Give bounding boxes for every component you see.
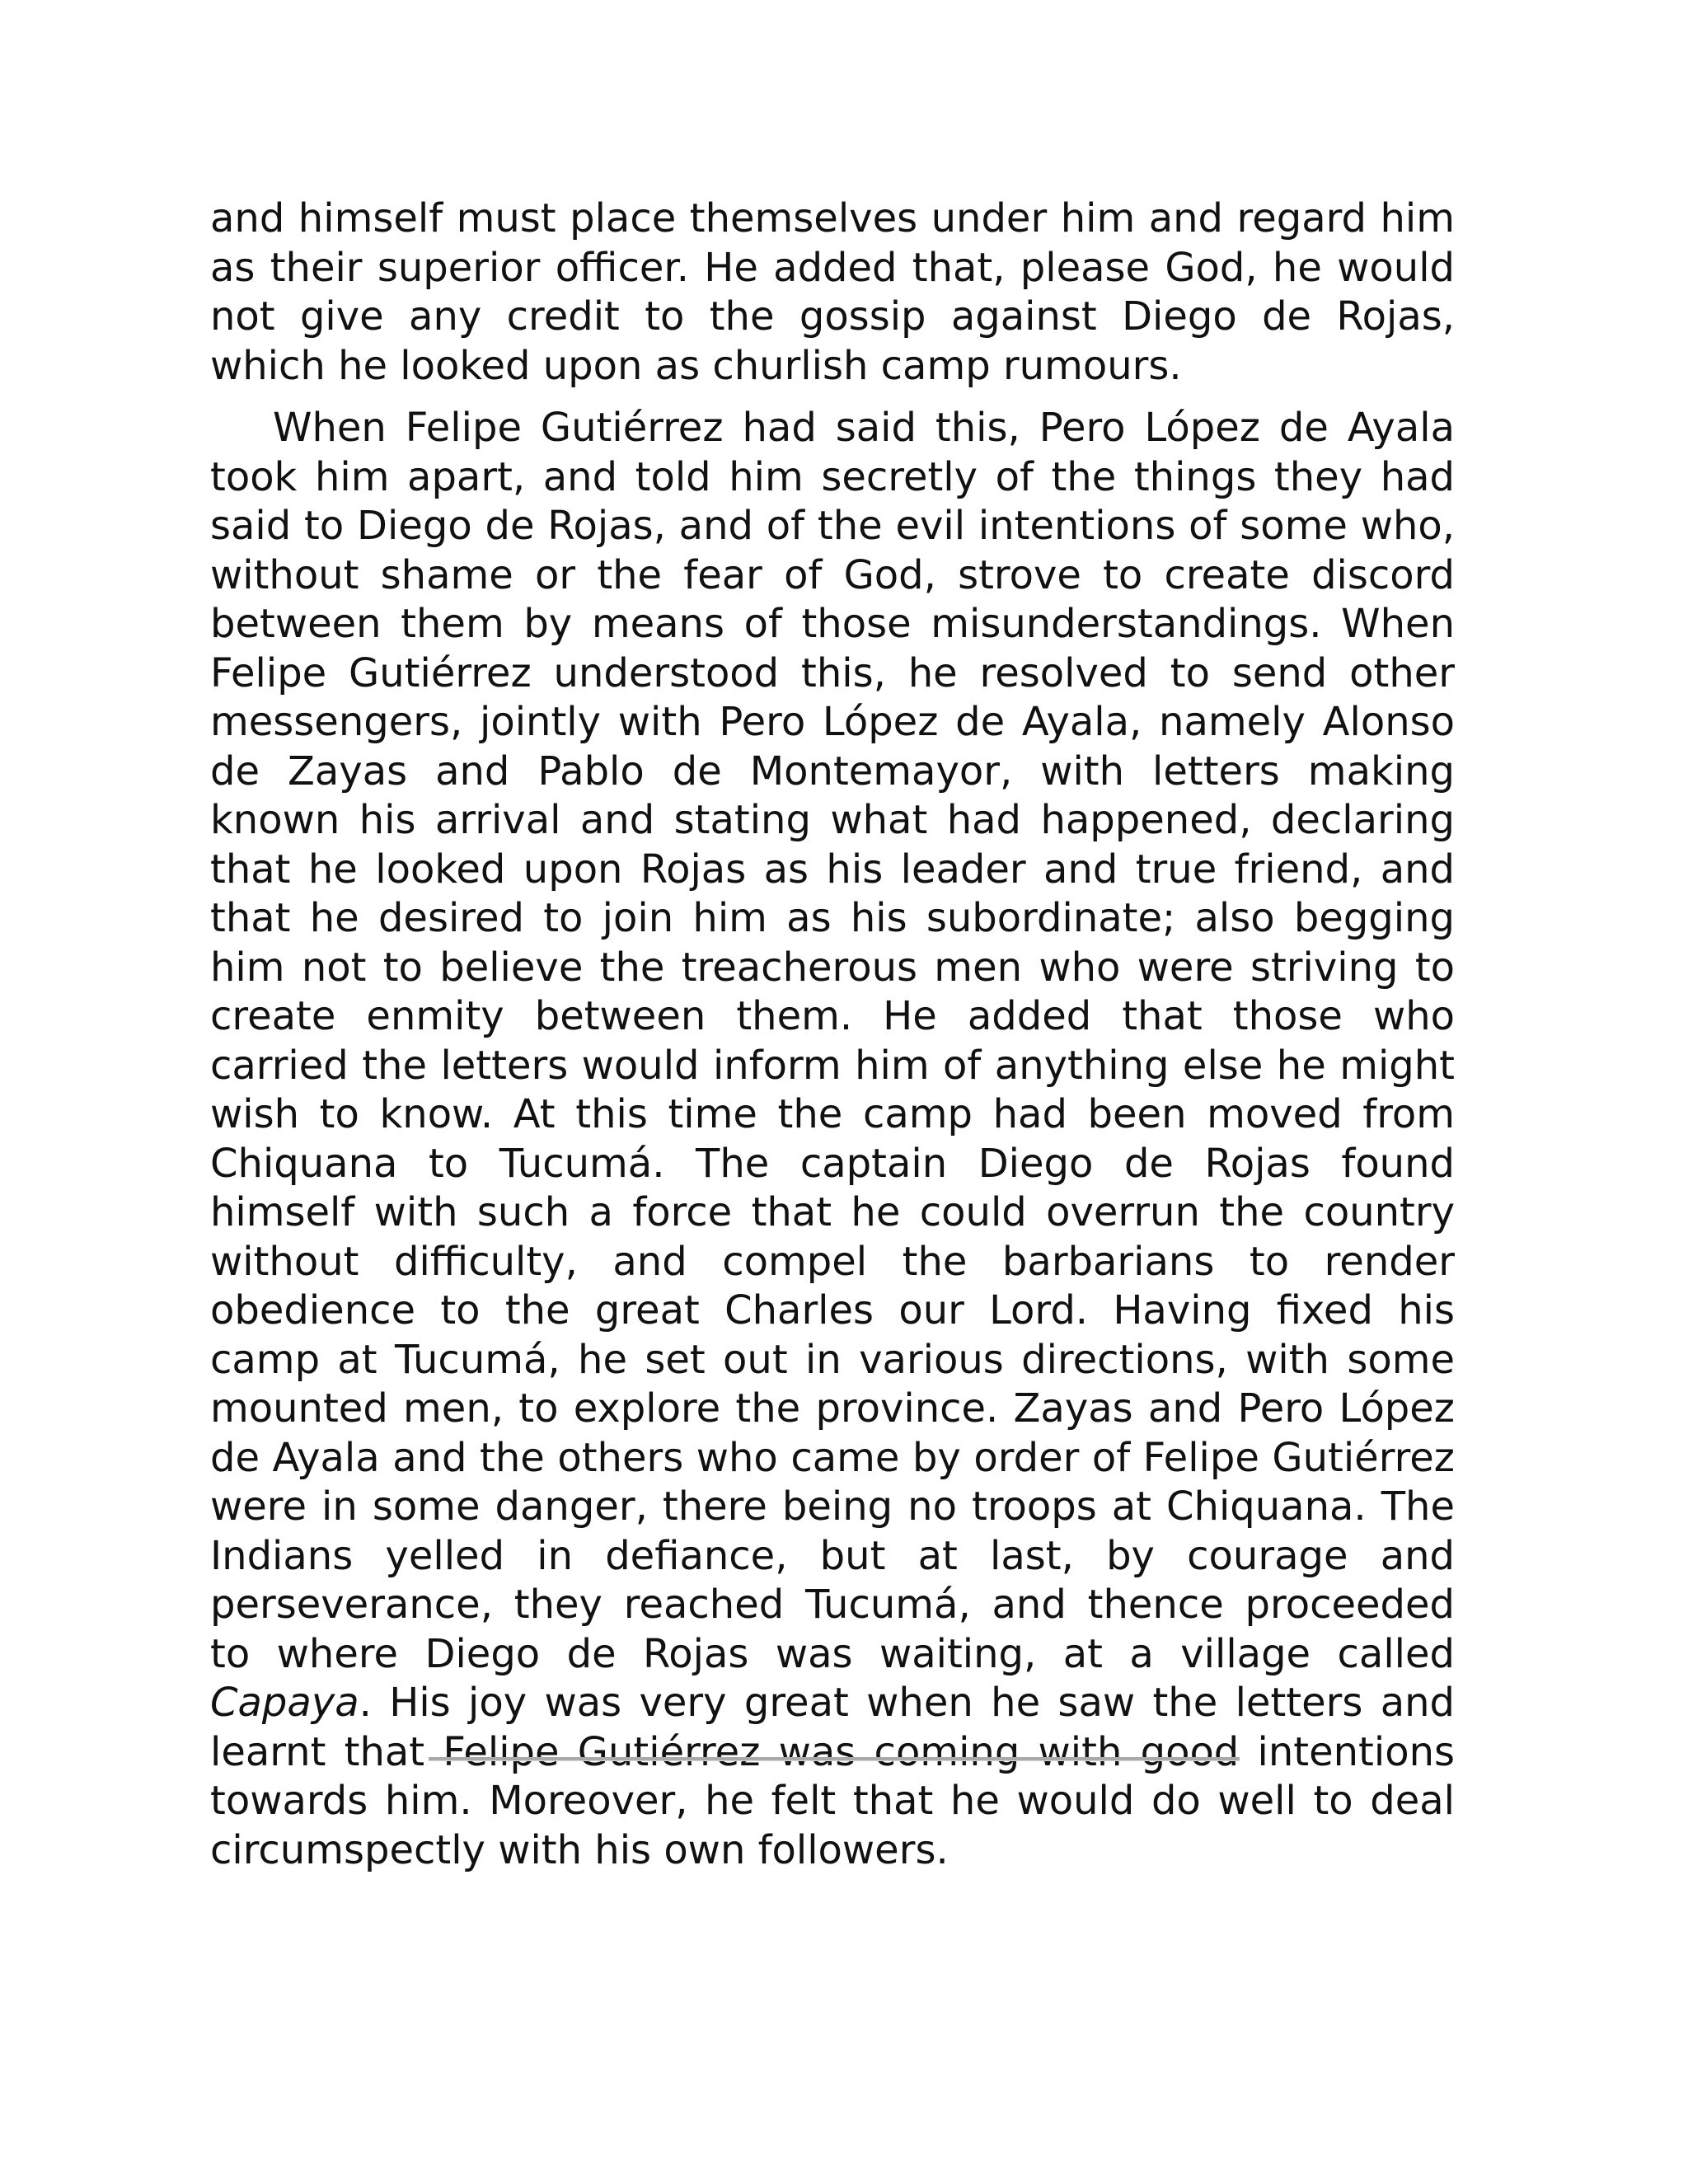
- paragraph-1: and himself must place themselves under him and regard him as their superior officer. He added that, please God, he would not give any credit to the gossip against Diego de Rojas, which he looked upon as churlish camp rumours.: [210, 195, 1455, 389]
- section-divider-rule: [429, 1757, 1240, 1761]
- paragraph-2-text-end: . His joy was very great when he saw the letters and learnt that Felipe Gutiérrez was coming with good intentions towards him. Moreover, he felt that he would do well to deal circumspectly with his own followers.: [210, 1680, 1455, 1873]
- italic-place-name: Capaya: [210, 1680, 359, 1726]
- document-body: [210, 194, 1455, 1875]
- paragraph-2-text-start: When Felipe Gutiérrez had said this, Pero López de Ayala took him apart, and told him secretly of the things they had said to Diego de Rojas, and of the evil intentions of some who, without shame or the fear of God, strove to create discord between them by means of those misunderstandings. When Felipe Gutiérrez understood this, he resolved to send other messengers, jointly with Pero López de Ayala, namely Alonso de Zayas and Pablo de Montemayor, with letters making known his arrival and stating what had happened, declaring that he looked upon Rojas as his leader and true friend, and that he desired to join him as his subordinate; also begging him not to believe the treacherous men who were striving to create enmity between them. He added that those who carried the letters would inform him of anything else he might wish to know. At this time the camp had been moved from Chiquana to Tucumá. The captain Diego de Rojas found himself with such a force that he could overrun the country without difficulty, and compel the barbarians to render obedience to the great Charles our Lord. Having fixed his camp at Tucumá, he set out in various directions, with some mounted men, to explore the province. Zayas and Pero López de Ayala and the others who came by order of Felipe Gutiérrez were in some danger, there being no troops at Chiquana. The Indians yelled in defiance, but at last, by courage and perseverance, they reached Tucumá, and thence proceeded to where Diego de Rojas was waiting, at a village called: [210, 405, 1455, 1677]
- paragraph-2: [210, 404, 1455, 1875]
